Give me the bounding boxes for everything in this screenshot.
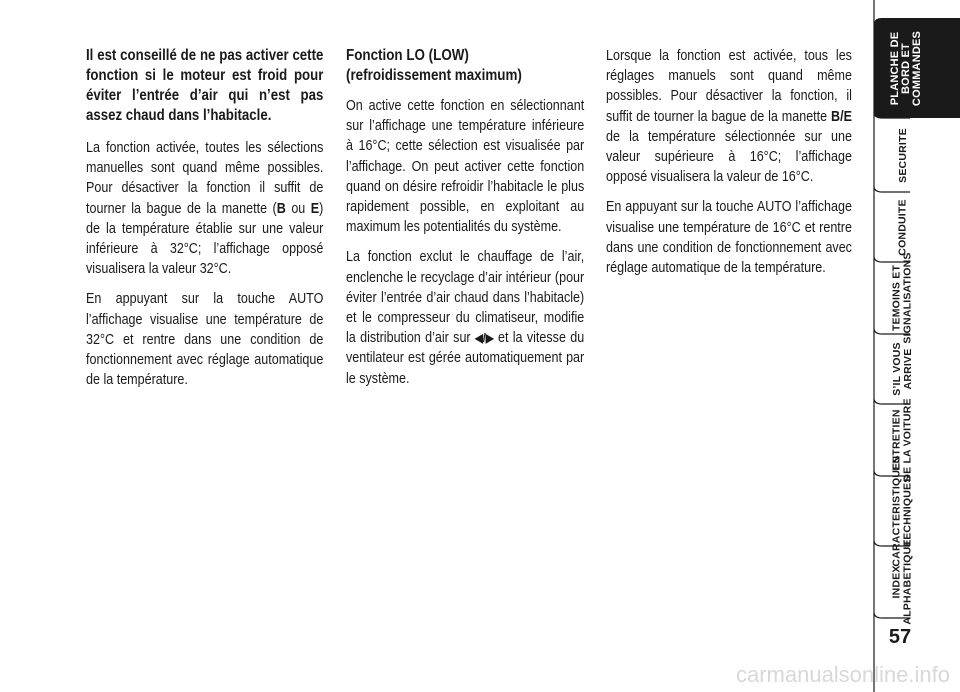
text: Lorsque la fonction est activée, tous les réglages manuels sont quand même possibles. Pour désactiver la fonction, il suffit de tourner la bague de la manette xyxy=(606,48,852,125)
tab-label-line: CARACTERISTIQUES xyxy=(891,455,903,567)
paragraph xyxy=(346,247,584,388)
paragraph: En appuyant sur la touche AUTO l’afﬁchage visualise une température de 16°C et rentre dans une condition de fonctionnement avec réglage automatique de la température. xyxy=(606,199,852,277)
tab-label-line: TEMOINS ET xyxy=(891,264,903,332)
chapter-tab-label xyxy=(891,30,924,105)
chapter-tab-label xyxy=(892,539,914,624)
watermark: carmanualsonline.info xyxy=(735,662,950,687)
page-number: 57 xyxy=(888,626,912,648)
tab-label-line: PLANCHE DE xyxy=(889,31,902,105)
heading-line: (refroidissement maximum) xyxy=(346,67,522,84)
chapter-tab[interactable] xyxy=(870,252,936,344)
chapter-tab-label xyxy=(892,252,914,343)
tab-label-line: COMMANDES xyxy=(911,30,924,106)
tab-label-line: CONDUITE xyxy=(896,198,909,256)
warning-note: Il est conseillé de ne pas activer cette fonction si le moteur est froid pour éviter l’entrée d’air qui n’est pas assez chaud dans l’habitacle. xyxy=(86,47,324,124)
tab-label-line: DE LA VOITURE xyxy=(902,398,914,482)
text: La fonction exclut le chauffage de l’air, enclenche le recyclage d’air intérieur (pour éviter l’entrée d’air chaud dans l’habitacle) et le compresseur du climatiseur, modifie la distribution d’air sur xyxy=(346,249,585,347)
chapter-tabs xyxy=(870,0,960,692)
tab-label-line: INDEX xyxy=(891,565,903,599)
tab-label-line: TECHNIQUES xyxy=(902,475,914,547)
distribution-arrows-icon: ◀/▶ xyxy=(474,331,494,346)
tab-label-line: S’IL VOUS xyxy=(890,342,903,396)
tab-label-line: ENTRETIEN xyxy=(891,409,903,471)
text: ) de la température établie sur une valeur inférieure à 32°C; l’affichage opposé visualisera la valeur 32°C. xyxy=(86,200,324,278)
text: La fonction activée, toutes les sélections manuelles sont quand même possibles. Pour désactiver la fonction il suffit de tourner la bague de la manette ( xyxy=(86,140,324,217)
control-ref: E xyxy=(310,200,320,217)
chapter-tab[interactable] xyxy=(870,334,936,404)
chapter-tab[interactable] xyxy=(870,455,936,567)
tab-label-line: SIGNALISATIONS xyxy=(902,252,914,344)
heading-line: Fonction LO (LOW) xyxy=(346,47,469,64)
control-ref: B xyxy=(276,200,286,217)
text-column-3 xyxy=(606,46,852,288)
chapter-tab-label xyxy=(897,128,908,183)
chapter-tab[interactable] xyxy=(874,18,940,118)
paragraph: On active cette fonction en sélectionnant sur l’afﬁchage une température inférieure à 16°C; cette sélection est visualisée par l’affichage. On peut activer cette fonction quand on désire refroidir l’habitacle le plus rapidement possible, en exploitant au maximum les potentialités du système. xyxy=(346,98,585,236)
text-column-1 xyxy=(86,46,323,400)
chapter-tab[interactable] xyxy=(870,539,936,625)
tab-label-line: ALPHABETIQUE xyxy=(902,539,914,625)
tab-label-line: BORD ET xyxy=(900,42,913,94)
tab-label-line: SECURITE xyxy=(896,127,909,183)
section-heading xyxy=(346,46,584,86)
control-ref: B/E xyxy=(831,108,852,125)
text-column-2 xyxy=(346,46,584,399)
paragraph: En appuyant sur la touche AUTO l’afﬁchage visualise une température de 32°C et rentre dans une condition de fonctionnement avec réglage automatique de la température. xyxy=(86,291,324,389)
chapter-tab-label xyxy=(892,342,914,396)
tab-label-line: ARRIVE xyxy=(901,348,914,390)
text: de la température sélectionnée sur une valeur supérieure à 16°C; l’affichage opposé visualisera la valeur de 16°C. xyxy=(606,128,852,186)
chapter-tab[interactable] xyxy=(870,118,936,192)
text: et la vitesse du ventilateur est gérée automatiquement par le système. xyxy=(346,330,585,387)
text: ou xyxy=(285,200,311,217)
paragraph xyxy=(86,138,323,279)
chapter-tab-label xyxy=(898,199,909,255)
paragraph xyxy=(606,46,852,187)
